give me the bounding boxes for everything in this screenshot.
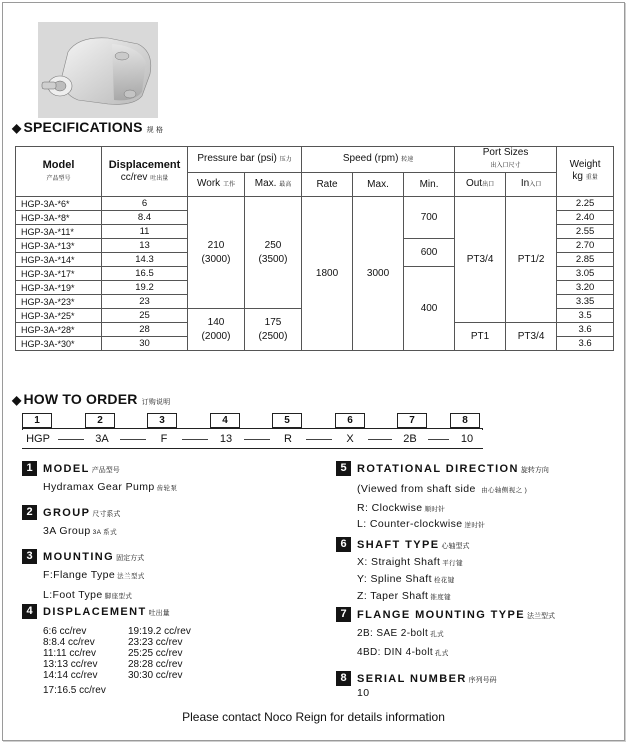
badge-5: 5 [336,461,351,476]
footer-note: Please contact Noco Reign for details information [182,710,445,724]
table-row: HGP-3A-*17* 16.5 400 3.05 [16,267,614,281]
badge-4: 4 [22,604,37,619]
order-code: 13 [208,430,244,448]
diamond-icon: ◆ [12,121,22,135]
order-code: 2B [392,430,428,448]
order-number: 6 [335,413,365,428]
how-to-order-heading: ◆ HOW TO ORDER 订购说明 [12,391,171,407]
table-row: HGP-3A-*25* 25 140 (2000) 175 (2500) 3.5 [16,309,614,323]
order-code: HGP [20,430,56,448]
order-number: 5 [272,413,302,428]
table-row: HGP-3A-*23* 23 3.35 [16,295,614,309]
badge-3: 3 [22,549,37,564]
order-code: 3A [84,430,120,448]
order-code: F [146,430,182,448]
order-number: 7 [397,413,427,428]
option-rotation: 5 ROTATIONAL DIRECTION 旋转方向 (Viewed from shaft side 由心轴侧视之 ) R: Clockwise 顺时针 L: Counter-clockwise 逆时针 [336,460,549,533]
specifications-heading: ◆ SPECIFICATIONS 规 格 [12,119,164,135]
table-row: HGP-3A-*11* 11 2.55 [16,225,614,239]
option-shaft: 6 SHAFT TYPE 心轴型式 X: Straight Shaft 平行键 Y: Spline Shaft 栓花键 Z: Taper Shaft 锥度键 [336,536,469,605]
code-separator [428,439,450,440]
specifications-table: Model 产品型号 Displacement cc/rev 吐出量 Pressure bar (psi) 压力 Speed (rpm) 转速 Port Sizes 出入口尺寸 Weight kg 重量 Work 工作 Max. 最高 Rate Max. Min. Out出口 In入口 HGP-3A-*6* 6 210 (3000) 250 (3500) 1800 3000 700 PT3/4 PT1/2 2.25 HGP-3A-*8* 8.4 2.40 HGP-3A-*11* 11 2.55 HGP-3A-*13* 13 600 2.70 HGP-3A-*14* 14.3 2.85 HGP-3A-*17* 16.5 400 3.05 HGP-3A-*19* 19.2 3.20 HGP-3A-*23* 23 3.35 HGP-3A-*25* 25 140 (2000) 175 (2500) 3.5 HGP-3A-*28* 28 PT1 PT3/4 3.6 HGP-3A-*30* 30 3.6 [15,146,614,351]
table-row: HGP-3A-*19* 19.2 3.20 [16,281,614,295]
option-model: 1 MODEL 产品型号 Hydramax Gear Pump 齿轮泵 [22,460,177,496]
table-row: HGP-3A-*28* 28 PT1 PT3/4 3.6 [16,323,614,337]
table-row: HGP-3A-*30* 30 3.6 [16,337,614,351]
option-mounting: 3 MOUNTING 固定方式 F:Flange Type 法兰型式 L:Foot Type 脚座型式 [22,548,145,604]
badge-2: 2 [22,505,37,520]
option-flange: 7 FLANGE MOUNTING TYPE 法兰型式 2B: SAE 2-bolt 孔式 4BD: DIN 4-bolt 孔式 [336,606,555,661]
option-serial: 8 SERIAL NUMBER 序列号码 10 [336,670,497,700]
gear-pump-image [38,22,158,118]
badge-7: 7 [336,607,351,622]
order-code-row [22,413,482,451]
order-number: 3 [147,413,177,428]
badge-6: 6 [336,537,351,552]
table-row: HGP-3A-*8* 8.4 2.40 [16,211,614,225]
order-number: 1 [22,413,52,428]
diamond-icon: ◆ [12,393,22,407]
badge-8: 8 [336,671,351,686]
option-group: 2 GROUP 尺寸系式 3A Group 3A 系式 [22,504,120,540]
table-row: HGP-3A-*13* 13 600 2.70 [16,239,614,253]
table-row: HGP-3A-*14* 14.3 2.85 [16,253,614,267]
badge-1: 1 [22,461,37,476]
order-number: 2 [85,413,115,428]
order-number: 4 [210,413,240,428]
order-code: X [332,430,368,448]
order-code: R [270,430,306,448]
option-displacement: 4 DISPLACEMENT 吐出量 [22,603,170,621]
order-number: 8 [450,413,480,428]
table-row: HGP-3A-*6* 6 210 (3000) 250 (3500) 1800 3000 700 PT3/4 PT1/2 2.25 [16,197,614,211]
order-code: 10 [449,430,485,448]
